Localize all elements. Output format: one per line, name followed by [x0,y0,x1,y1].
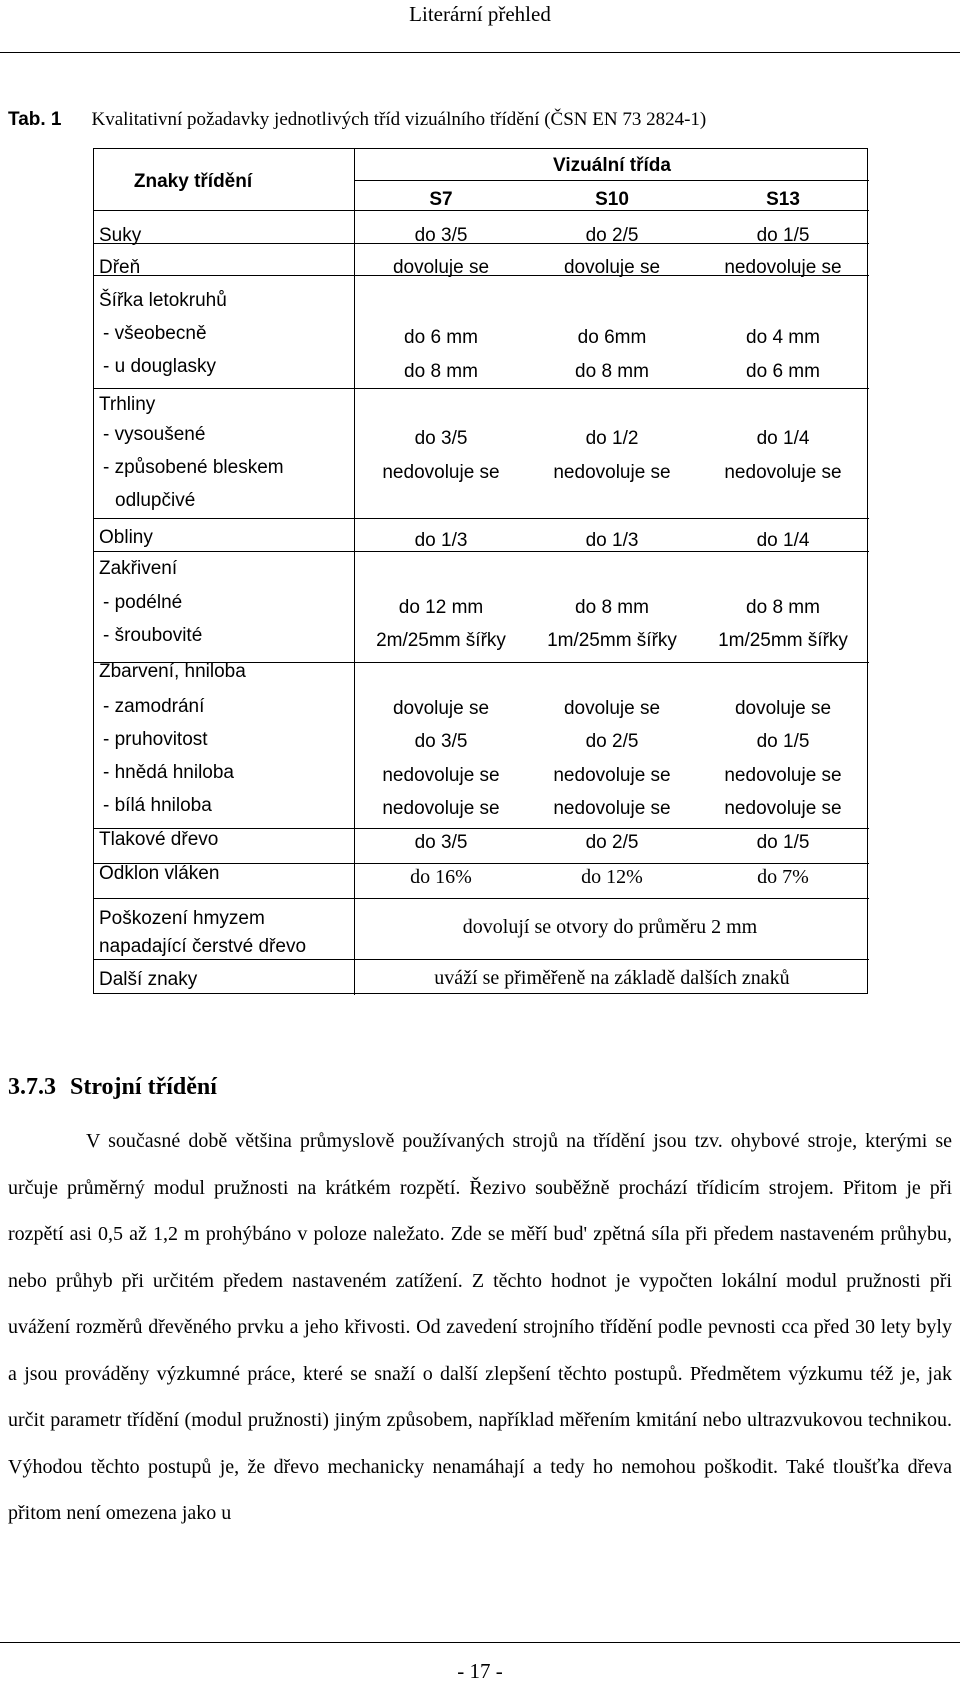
row-label: Dřeň [99,257,141,278]
cell: do 4 mm [746,327,820,348]
row-sublabel: odlupčivé [115,490,196,511]
cell: do 16% [410,866,472,888]
cell: nedovoluje se [382,765,500,786]
row-divider [94,551,869,552]
cell: do 1/4 [756,428,810,449]
cell: do 6 mm [404,327,478,348]
class-header-s7: S7 [429,189,453,210]
body-paragraph: V současné době většina průmyslově používaných strojů na třídění jsou tzv. ohybové stroje, kterými se určuje průměrný modul pružnosti na krátkém rozpětí. Řezivo souběžně prochází třídicím strojem. Přitom je při rozpětí asi 0,5 až 1,2 m prohýbáno v poloze naležato. Zde se měří bud' zpětná síla při předem nastaveném průhybu, nebo průhyb při určitém předem nastaveném zatížení. Z těchto hodnot je vypočten lokální modul pružnosti při uvážení rozměrů dřevěného prvku a jeho křivosti. Od zavedení strojního třídění podle pevnosti cca před 30 lety byly a jsou prováděny výzkumné práce, které se snaží o další zlepšení těchto postupů. Předmětem výzkumu též je, jak určit parametr třídění (modul pružnosti) jiným způsobem, například měřením kmitání nebo ultrazvukovou technikou. Výhodou těchto postupů je, že dřevo mechanicky nenamáhají a tedy ho nemohou poškodit. Také tloušťka dřeva přitom není omezena jako u [8,1130,952,1524]
cell: nedovoluje se [382,462,500,483]
cell: nedovoluje se [724,257,842,278]
cell: do 3/5 [414,225,468,246]
cell: do 1/3 [585,530,639,551]
cell: do 3/5 [414,731,468,752]
cell: do 8 mm [575,597,649,618]
cell: dovoluje se [563,698,661,719]
row-label: Odklon vláken [99,863,220,884]
page-number: - 17 - [457,1659,503,1683]
cell: do 2/5 [585,731,639,752]
cell: nedovoluje se [724,765,842,786]
cell: do 1/2 [585,428,639,449]
row-label: Obliny [99,527,153,548]
cell: nedovoluje se [724,798,842,819]
cell: do 1/3 [414,530,468,551]
row-sublabel: - podélné [103,592,183,613]
row-label: Suky [99,225,142,246]
cell: do 8 mm [575,361,649,382]
cell: do 7% [757,866,809,888]
cell: do 1/5 [756,731,810,752]
cell: 2m/25mm šířky [376,630,506,651]
cell: do 1/4 [756,530,810,551]
row-label: Trhliny [99,394,156,415]
cell: dovoluje se [563,257,661,278]
row-sublabel: - u douglasky [103,356,217,377]
cell: do 6mm [577,327,647,348]
header-rule [0,52,960,53]
cell: do 12 mm [398,597,484,618]
row-sublabel: - způsobené bleskem [103,457,284,478]
column-separator [354,191,355,995]
cell: dovoluje se [392,698,490,719]
cell: do 3/5 [414,832,468,853]
table-caption-label: Tab. 1 [8,109,62,130]
row-label: Další znaky [99,969,198,990]
section-title: Strojní třídění [70,1074,217,1100]
corner-header: Znaky třídění [133,171,253,192]
row-label: Zakřivení [99,558,178,579]
cell: do 2/5 [585,225,639,246]
cell: nedovoluje se [724,462,842,483]
running-header: Literární přehled [409,2,551,26]
row-divider [94,243,869,244]
cell: nedovoluje se [553,462,671,483]
row-label: Šířka letokruhů [99,290,227,311]
section-heading [8,1072,217,1102]
row-sublabel: - všeobecně [103,323,207,344]
cell-merged: uváží se přiměřeně na základě dalších znaků [434,967,790,989]
row-divider [94,898,869,899]
cell-merged: dovolují se otvory do průměru 2 mm [462,916,758,938]
cell: 1m/25mm šířky [718,630,848,651]
group-header: Vizuální třída [553,155,671,176]
row-label: Tlakové dřevo [99,829,219,850]
row-sublabel: - zamodrání [103,696,205,717]
class-header-s13: S13 [766,189,800,210]
cell: nedovoluje se [553,798,671,819]
row-divider [94,518,869,519]
row-label: Zbarvení, hniloba [99,661,246,682]
row-sublabel: - bílá hniloba [103,795,212,816]
cell: do 2/5 [585,832,639,853]
cell: do 6 mm [746,361,820,382]
row-label: Poškození hmyzem [99,908,265,929]
cell: nedovoluje se [382,798,500,819]
cell: do 1/5 [756,225,810,246]
table-caption [8,108,706,132]
column-separator [354,149,355,191]
header-divider [354,180,869,181]
cell: do 3/5 [414,428,468,449]
cell: do 1/5 [756,832,810,853]
row-sublabel: - pruhovitost [103,729,208,750]
table-caption-text: Kvalitativní požadavky jednotlivých tříd vizuálního třídění (ČSN EN 73 2824-1) [91,109,707,130]
cell: do 8 mm [746,597,820,618]
row-sublabel: - hnědá hniloba [103,762,234,783]
section-number: 3.7.3 [8,1074,56,1100]
cell: dovoluje se [392,257,490,278]
row-divider [94,388,869,389]
footer-rule [0,1642,960,1643]
row-divider [94,959,869,960]
row-label: napadající čerstvé dřevo [99,936,307,957]
row-sublabel: - vysoušené [103,424,206,445]
cell: do 12% [581,866,643,888]
cell: nedovoluje se [553,765,671,786]
row-divider [94,210,869,211]
row-sublabel: - šroubovité [103,625,203,646]
cell: dovoluje se [734,698,832,719]
class-header-s10: S10 [595,189,629,210]
cell: 1m/25mm šířky [547,630,677,651]
cell: do 8 mm [404,361,478,382]
